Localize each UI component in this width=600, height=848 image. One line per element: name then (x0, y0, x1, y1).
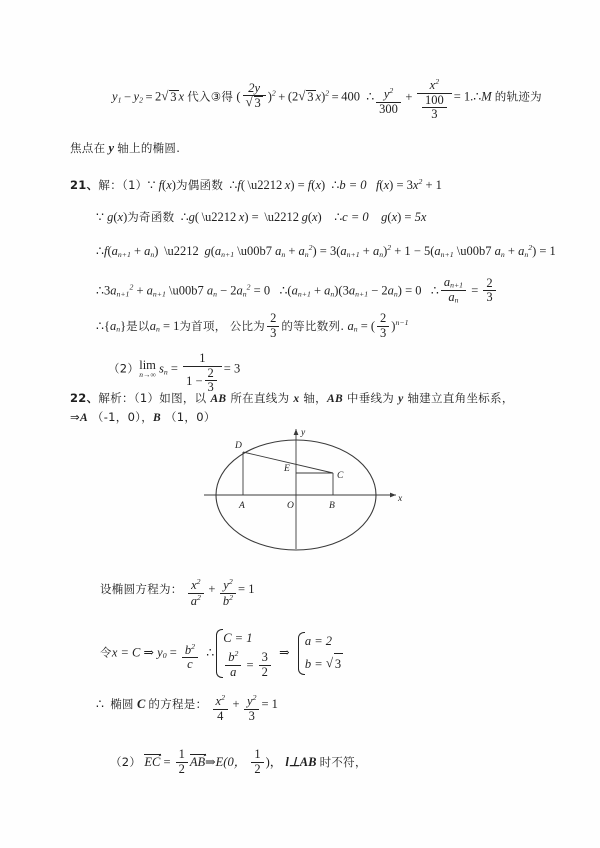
text-common-ratio: 公比为 (229, 319, 266, 333)
problem-21-line-4: $\therefore 3a_{n+1}^2 + a_{n+1}$ \u00b7 $a_n - 2a_n^2 = 0$ $\therefore(a_{n+1} + a_n)(3a_{n+1} - 2a_n) = 0$ ∴ $\frac{a_{n+1}}{a_n}$ = $\frac{2}{3}$ (96, 276, 498, 305)
set-ellipse-equation-line: 设椭圆方程为： $\frac{x^2}{a^2}$ + $\frac{y^2}{b^2}$ = 1 (100, 577, 255, 608)
ellipse-c-equals-one: = 1 (261, 696, 278, 711)
ellipse-diagram-svg (188, 421, 420, 553)
equals-op: = (145, 89, 153, 104)
text-geometric-seq: 的等比数列. (281, 319, 345, 333)
therefore-22a: ∴ (206, 645, 215, 660)
system-1-row-1: C = 1 (223, 631, 253, 645)
limit-subscript: n→∞ (139, 370, 156, 379)
coefficient-2b: 2 (292, 89, 299, 104)
equals-op-2: = (331, 89, 339, 104)
text-as-shown: 如图，以 (159, 391, 207, 405)
value-400: 400 (341, 89, 360, 104)
text-not-fit: 时不符， (319, 755, 367, 769)
segment-AB-2: AB (326, 393, 343, 405)
therefore-21h: ∴ (430, 283, 439, 298)
system-2-row-1: a = 2 (304, 634, 333, 649)
text-perp-bisector: 中垂线为 (346, 391, 395, 405)
text-locus-is: 的轨迹为 (494, 89, 542, 104)
point-A-coords: （-1， (91, 409, 128, 424)
system-equations-1 (214, 628, 273, 679)
limit-result: = 3 (223, 361, 241, 376)
line-focus-on-y-axis (70, 142, 180, 155)
point-A-coords-wrap: 0）， (127, 409, 154, 424)
text-let-ellipse-eq: 设椭圆方程为： (100, 581, 183, 596)
equals-op-22: = (163, 755, 171, 769)
sqrt-3: 3 (170, 89, 177, 104)
figure-label-D: D (235, 441, 242, 451)
text-odd-function: 为奇函数 (127, 210, 175, 224)
therefore-symbol-2: ∴ (473, 89, 482, 104)
label-analysis: 解析： (98, 391, 134, 405)
axis-x-ref: x (293, 393, 300, 405)
text-is-with-first-term: 是以 (126, 319, 150, 333)
because-symbol: ∵ (147, 178, 156, 193)
therefore-22b: ∴ (96, 696, 104, 711)
axis-y-ref: y (108, 141, 115, 155)
point-E-close: )， (265, 755, 283, 769)
system-equations-2 (296, 631, 343, 676)
problem-21-part-2: （2）lim n→∞ $s_n$ = 1 1 − $\frac{2}{3}$ = 3 (108, 351, 241, 394)
label-solution: 解： (98, 178, 123, 193)
coefficient-2: 2 (155, 89, 162, 104)
text-ellipse: 椭圆 (110, 696, 134, 711)
line-perp-AB: l⊥ (285, 755, 300, 769)
denominator-3: 3 (431, 107, 438, 122)
figure-label-A: A (239, 501, 245, 511)
paren-open-2: ( (287, 89, 293, 104)
text-let: 令 (100, 645, 112, 660)
therefore-21f: ∴ (96, 283, 104, 298)
therefore-symbol: ∴ (366, 89, 375, 104)
ellipse-name-C: C (136, 696, 146, 711)
point-M: M (481, 89, 492, 104)
b-equals-zero: b = 0 (339, 178, 367, 193)
text-line-is: 所在直线为 (230, 391, 290, 405)
plus-op: + (278, 89, 286, 104)
power-2b: 2 (325, 88, 330, 98)
problem-number-22: 22、 (70, 391, 99, 405)
frac-sqrt3-denominator: 3 (254, 96, 261, 111)
equals-one: = 1. (453, 89, 474, 104)
text-axis-1: 轴， (303, 391, 327, 405)
segment-AB-1: AB (210, 393, 227, 405)
figure-label-B: B (329, 501, 335, 511)
gx-expression: 5x (414, 210, 427, 224)
limit-operator: lim (139, 357, 156, 372)
text-build-coords: 轴建立直角坐标系， (407, 391, 514, 405)
x-equals-C: x = C (111, 645, 141, 660)
text-substitute: 代入③得 (187, 89, 234, 104)
limit-denominator-lead: 1 − (186, 373, 203, 388)
figure-label-E: E (284, 464, 290, 474)
figure-label-C: C (337, 471, 344, 481)
part-2-marker: （2） (108, 361, 140, 376)
point-E-value: E(0， (215, 755, 247, 769)
limit-numerator: 1 (183, 352, 222, 367)
text-focus-on: 焦点在 (70, 141, 106, 155)
point-B-label: B (153, 411, 162, 424)
segment-AB-final: AB (299, 755, 317, 769)
part-1-marker: （1） (122, 178, 148, 193)
axis-y-ref-2: y (398, 393, 404, 405)
y-axis-arrow (294, 429, 299, 435)
paren-close: ) (267, 89, 272, 104)
part-2-marker-22: （2） (110, 755, 142, 769)
problem-21-line-2: ∵ g(x)为奇函数 ∴g( \u2212 x) = \u2212 g(x) ∴c = 0 g(x) = 5x (96, 210, 427, 224)
denominator-300: 300 (379, 101, 398, 116)
because-symbol-2: ∵ (96, 210, 104, 224)
point-B-coords: （1，0） (164, 409, 216, 424)
problem-22-part-2: （2） EC = $\frac{1}{2}$ AB⇒E(0， $\frac{1}{2}$ )， l⊥AB 时不符， (110, 747, 367, 776)
minus-op: − (123, 89, 131, 104)
paren-close-2: ) (321, 89, 326, 104)
problem-21-line-5: $\therefore\{a_n\}$是以$a_n = 1$为首项， 公比为 $\frac{2}{3}$ 的等比数列. $a_n$ = ( $\frac{2}{3}$ )$^{n-1}$ (96, 311, 409, 340)
fx-tail: + 1 (425, 178, 442, 193)
let-x-equals-c-line: 令x = C ⇒ $y_0$ = $\frac{b^2}{c}$ ∴ C = 1 $\frac{b^2}{a}$ = $\frac{3}{2}$ ⇒ a = 2 b = √ 3 (100, 628, 343, 679)
text-first-term: 为首项， (179, 319, 227, 333)
therefore-21c: ∴ (180, 210, 189, 224)
figure-label-x: x (398, 494, 403, 504)
problem-number-21: 21、 (70, 178, 99, 193)
ellipse-c-final-equation: ∴ 椭圆 C 的方程是： $\frac{x^2}{4}$ + $\frac{y^2}{3}$ = 1 (96, 693, 278, 723)
c-equals-zero: c = 0 (342, 210, 369, 224)
therefore-21i: ∴ (96, 319, 104, 333)
var-y1: y (112, 89, 118, 104)
part-1-marker-22: （1） (133, 391, 160, 405)
paren-open: ( (236, 89, 241, 104)
x-axis-arrow (390, 493, 396, 498)
var-x-b: x (315, 89, 322, 104)
implies-symbol-2: ⇒ (143, 645, 154, 660)
equation-locus-line: $y_1 - y_2 = 2$ √ 3 x 代入③得 ( 2y √ 3 )$^2$ + (2 √ 3 x)$^2$ = 400 ∴ $\frac{y^2}{300}$ + $\frac{x^2}{\frac{100}{3}}$ = 1.∴M 的轨迹为 (112, 78, 542, 122)
implies-symbol-3: ⇒ (279, 645, 290, 660)
frac-2y-numerator: 2y (243, 82, 266, 97)
system-2-row-2: b = √ 3 (305, 653, 343, 676)
power-2a: 2 (271, 88, 276, 98)
text-axis-ellipse: 轴上的椭圆. (117, 141, 181, 155)
figure-label-y: y (301, 428, 306, 438)
therefore-21a: ∴ (229, 178, 238, 193)
implies-symbol: ⇒ (70, 409, 80, 424)
sqrt-3b: 3 (307, 89, 314, 104)
problem-21-line-1: 21、解：（1）∵ f(x)为偶函数 ∴f( \u2212 x) = f(x) ∴b = 0 $f(x) = 3x^2 + 1$ (70, 177, 442, 193)
system-1-row-2: $\frac{b^2}{a}$ = $\frac{3}{2}$ (223, 650, 273, 679)
problem-21-line-3: $\therefore f(a_{n+1} + a_n)$ \u2212 $g(a_{n+1}$ \u00b7 $a_n + a_n^2) = 3(a_{n+1} + a_n)^2 + 1 - 5(a_{n+1}$ \u00b7 $a_n + a_n^2) = 1$ (96, 243, 556, 259)
implies-symbol-4: ⇒ (205, 755, 216, 769)
text-even-function: 为偶函数 (175, 178, 224, 193)
var-x: x (178, 89, 185, 104)
therefore-21g: ∴ (279, 283, 288, 298)
ellipse-diagram (188, 421, 420, 553)
text-equation-is: 的方程是： (148, 696, 208, 711)
point-A-label: A (79, 411, 88, 424)
vector-EC: EC (144, 755, 161, 769)
therefore-21e: ∴ (96, 244, 104, 259)
therefore-21b: ∴ (331, 178, 340, 193)
var-y2: y (133, 89, 140, 104)
denominator-100: 100 (422, 94, 447, 109)
plus-op-2: + (405, 89, 413, 104)
ellipse-equals-one: = 1 (238, 581, 255, 596)
figure-label-O: O (287, 501, 294, 511)
vector-AB: AB (189, 755, 206, 769)
therefore-21d: ∴ (334, 210, 343, 224)
